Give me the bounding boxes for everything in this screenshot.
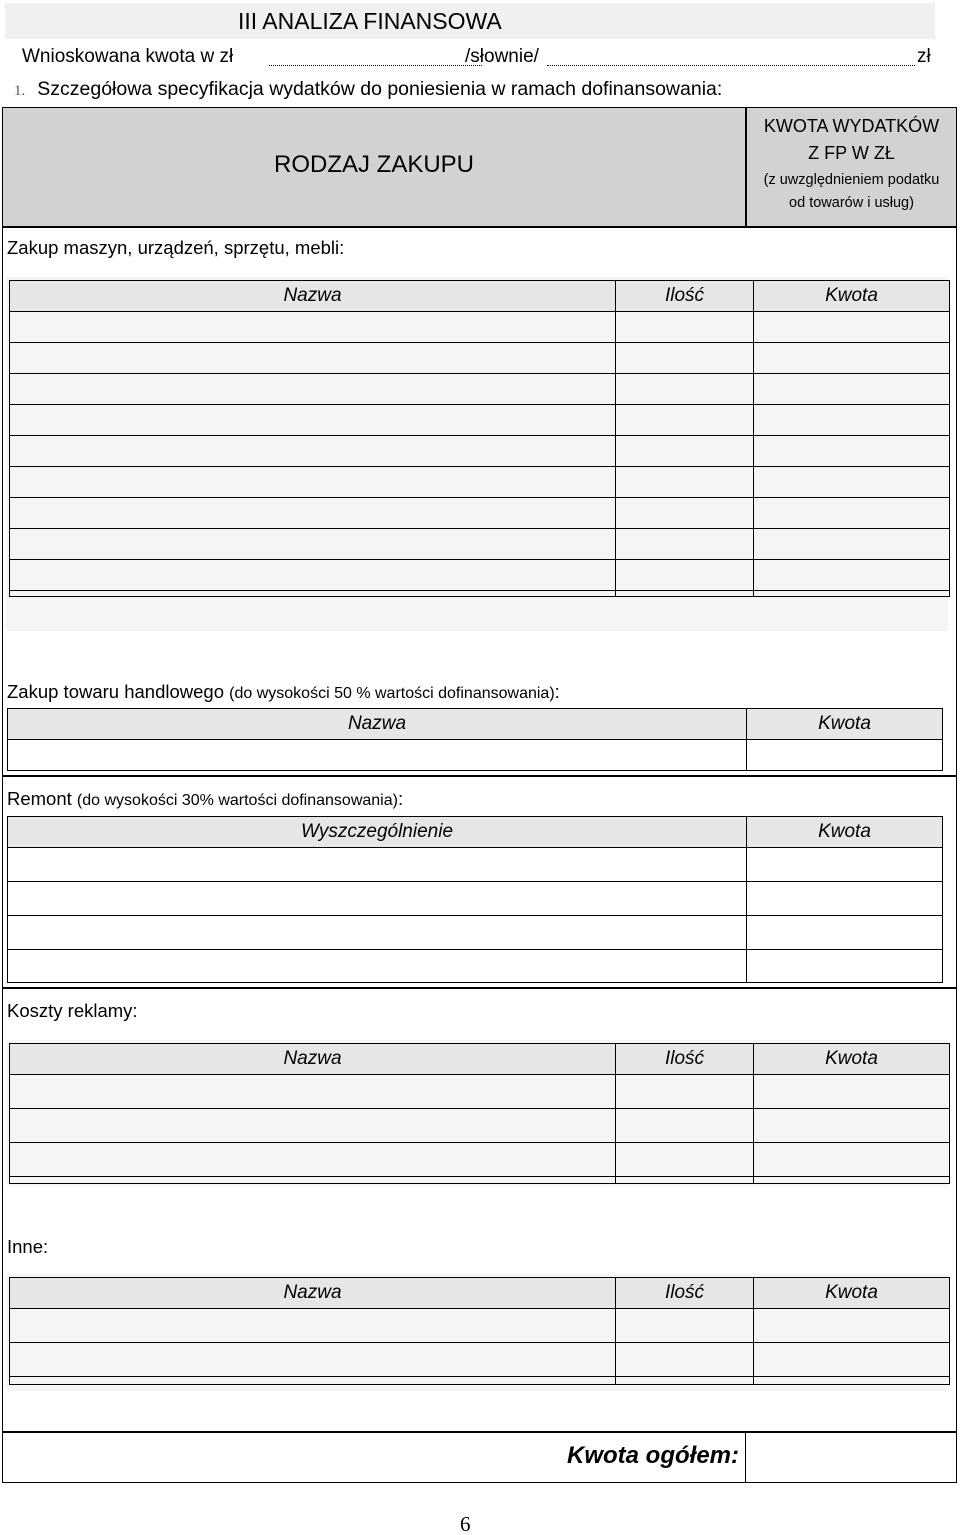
amount-cell[interactable] [754,343,950,374]
name-cell[interactable] [10,1109,616,1143]
amount-field[interactable] [269,65,482,66]
amount-label: Wnioskowana kwota w zł [22,46,234,67]
other-table [9,1277,950,1385]
amount-in-words-field[interactable] [547,65,915,66]
name-cell[interactable] [10,467,616,498]
amount-cell[interactable] [747,740,943,771]
qty-cell[interactable] [616,467,754,498]
other-section-label: Inne: [7,1236,49,1257]
col-header-name: Nazwa [8,709,747,740]
col-header-qty: Ilość [616,1044,754,1075]
name-cell[interactable] [8,740,747,771]
qty-cell[interactable] [616,1109,754,1143]
amount-cell[interactable] [754,436,950,467]
qty-cell[interactable] [616,529,754,560]
name-cell[interactable] [10,591,616,597]
qty-cell[interactable] [616,312,754,343]
name-cell[interactable] [10,374,616,405]
amount-cell[interactable] [754,1309,950,1343]
total-label: Kwota ogółem: [567,1442,739,1469]
amount-header-line1: KWOTA WYDATKÓW [763,116,940,136]
spec-text: Szczegółowa specyfikacja wydatków do poniesienia w ramach dofinansowania: [37,78,723,100]
amount-cell[interactable] [754,560,950,591]
page-number: 6 [460,1512,471,1535]
name-cell[interactable] [10,1177,616,1184]
renovation-label-note: (do wysokości 30% wartości dofinansowania) [76,792,398,809]
qty-cell[interactable] [616,1343,754,1377]
name-cell[interactable] [10,498,616,529]
qty-cell[interactable] [616,1377,754,1385]
col-header-qty: Ilość [616,1278,754,1309]
qty-cell[interactable] [616,405,754,436]
section-divider [2,775,957,777]
amount-cell[interactable] [747,882,943,916]
col-header-spec: Wyszczególnienie [8,817,747,848]
name-cell[interactable] [10,343,616,374]
col-header-qty: Ilość [616,281,754,312]
amount-cell[interactable] [754,467,950,498]
spec-cell[interactable] [8,916,747,950]
amount-cell[interactable] [754,1143,950,1177]
name-cell[interactable] [10,436,616,467]
spec-cell[interactable] [8,950,747,983]
name-cell[interactable] [10,1143,616,1177]
name-cell[interactable] [10,312,616,343]
amount-header-line2: Z FP W ZŁ [808,143,895,163]
name-cell[interactable] [10,1343,616,1377]
amount-header-line4: od towarów i usług) [789,195,914,211]
renovation-label-main: Remont [7,788,72,809]
amount-cell[interactable] [754,1177,950,1184]
spec-number: 1. [14,83,26,99]
purchase-type-header: RODZAJ ZAKUPU [273,151,474,178]
goods-label-note: (do wysokości 50 % wartości dofinansowania) [229,685,555,702]
section-divider [2,987,957,989]
machines-section-label: Zakup maszyn, urządzeń, sprzętu, mebli: [7,237,345,258]
qty-cell[interactable] [616,591,754,597]
amount-cell[interactable] [754,1109,950,1143]
amount-cell[interactable] [754,374,950,405]
spec-cell[interactable] [8,848,747,882]
qty-cell[interactable] [616,560,754,591]
amount-cell[interactable] [754,591,950,597]
qty-cell[interactable] [616,374,754,405]
words-label: /słownie/ [465,46,539,67]
col-header-amount: Kwota [747,817,943,848]
total-amount-field[interactable] [745,1432,957,1483]
goods-label-colon: : [554,681,560,702]
amount-cell[interactable] [754,529,950,560]
advertising-table [9,1043,950,1184]
col-header-name: Nazwa [10,1278,616,1309]
name-cell[interactable] [10,405,616,436]
qty-cell[interactable] [616,498,754,529]
spec-cell[interactable] [8,882,747,916]
name-cell[interactable] [10,1309,616,1343]
col-header-name: Nazwa [10,1044,616,1075]
amount-cell[interactable] [754,1343,950,1377]
qty-cell[interactable] [616,1143,754,1177]
col-header-amount: Kwota [747,709,943,740]
currency-label: zł [917,46,931,67]
col-header-amount: Kwota [754,1278,950,1309]
qty-cell[interactable] [616,1177,754,1184]
amount-header-line3: (z uwzględnieniem podatku [763,172,940,188]
name-cell[interactable] [10,560,616,591]
advertising-section-label: Koszty reklamy: [7,1000,138,1021]
goods-section-label [7,679,560,707]
amount-cell[interactable] [747,848,943,882]
col-header-amount: Kwota [754,1044,950,1075]
header-bottom-border [2,226,957,228]
amount-cell[interactable] [754,405,950,436]
qty-cell[interactable] [616,343,754,374]
requested-amount-line [22,44,937,70]
name-cell[interactable] [10,1075,616,1109]
amount-cell[interactable] [754,498,950,529]
amount-cell[interactable] [747,950,943,983]
amount-header [747,113,956,217]
spec-heading [14,76,722,104]
renovation-table [7,816,943,983]
amount-cell[interactable] [754,1075,950,1109]
renovation-section-label [7,786,403,814]
renovation-label-colon: : [397,788,404,809]
name-cell[interactable] [10,1377,616,1385]
section-title: III ANALIZA FINANSOWA [238,8,502,34]
name-cell[interactable] [10,529,616,560]
qty-cell[interactable] [616,436,754,467]
machines-table [9,280,950,597]
amount-cell[interactable] [747,916,943,950]
col-header-amount: Kwota [754,281,950,312]
goods-label-main: Zakup towaru handlowego [7,681,225,702]
amount-cell[interactable] [754,312,950,343]
col-header-name: Nazwa [10,281,616,312]
goods-table [7,708,943,771]
amount-cell[interactable] [754,1377,950,1385]
qty-cell[interactable] [616,1075,754,1109]
qty-cell[interactable] [616,1309,754,1343]
